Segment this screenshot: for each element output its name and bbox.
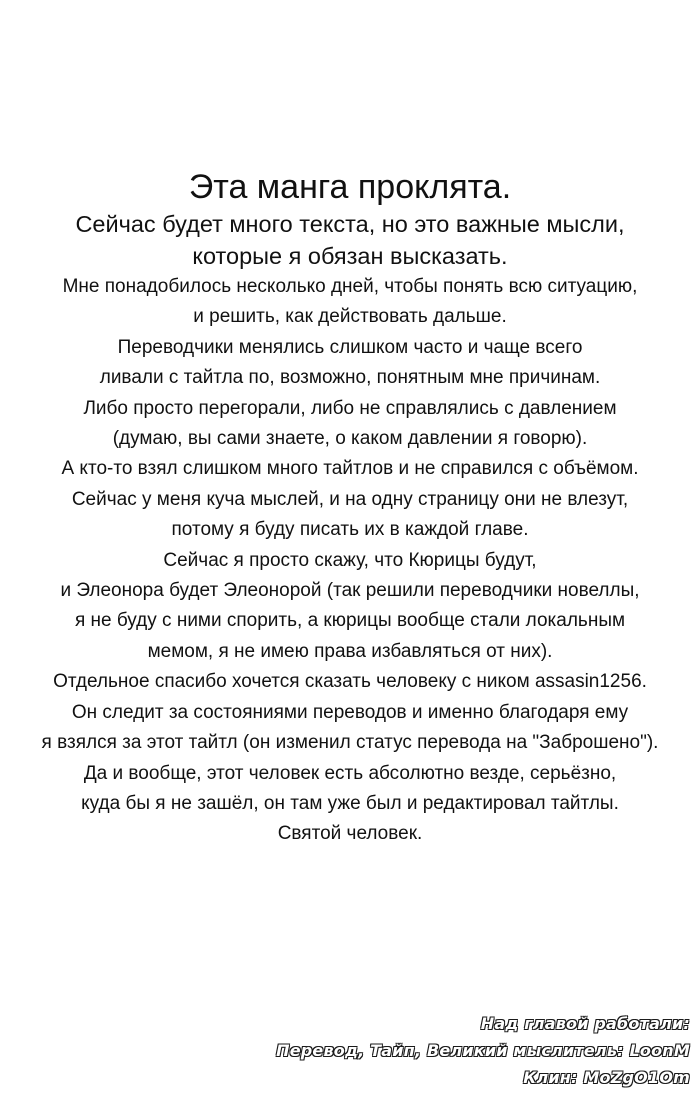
team-credits	[276, 1010, 690, 1091]
note-body-line: Переводчики менялись слишком часто и чаще всего	[117, 336, 583, 358]
note-body-line: куда бы я не зашёл, он там уже был и редактировал тайтлы.	[81, 792, 619, 814]
note-body-line: Да и вообще, этот человек есть абсолютно везде, серьёзно,	[83, 762, 617, 784]
note-body-line: я не буду с ними спорить, а кюрицы вообще стали локальным	[74, 610, 626, 632]
note-body-line: Он следит за состояниями переводов и именно благодаря ему	[71, 701, 629, 723]
note-body-line: А кто-то взял слишком много тайтлов и не справился с объёмом.	[61, 458, 639, 480]
note-body-line: (думаю, вы сами знаете, о каком давлении я говорю).	[112, 428, 588, 450]
note-body-line: Отдельное спасибо хочется сказать человеку с ником assasin1256.	[53, 671, 647, 693]
note-body-line: я взялся за этот тайтл (он изменил статус перевода на "Заброшено").	[41, 732, 659, 754]
note-body-line: Либо просто перегорали, либо не справлялись с давлением	[83, 397, 617, 419]
note-body-line: Сейчас я просто скажу, что Кюрицы будут,	[163, 549, 537, 571]
note-body-line: и решить, как действовать дальше.	[193, 306, 507, 328]
credits-translation: Перевод, Тайп, Великий мыслитель: LoonM	[276, 1041, 690, 1060]
credits-cleaning: Клин: MoZgO1Om	[523, 1068, 690, 1087]
note-body-line: ливали с тайтла по, возможно, понятным мне причинам.	[99, 367, 601, 389]
note-title: Эта манга проклята.	[188, 168, 512, 206]
note-subtitle-line: которые я обязан высказать.	[192, 243, 508, 269]
note-subtitle-line: Сейчас будет много текста, но это важные мысли,	[75, 211, 625, 237]
note-body-line: мемом, я не имею права избавляться от них).	[147, 640, 553, 662]
note-body-line: и Элеонора будет Элеонорой (так решили переводчики новеллы,	[60, 580, 640, 602]
credits-heading: Над главой работали:	[480, 1014, 690, 1033]
note-body-line: Мне понадобилось несколько дней, чтобы понять всю ситуацию,	[62, 276, 638, 297]
note-body-line: потому я буду писать их в каждой главе.	[171, 519, 529, 541]
note-body-line: Святой человек.	[277, 823, 423, 845]
translator-note	[20, 166, 680, 850]
note-body-line: Сейчас у меня куча мыслей, и на одну страницу они не влезут,	[71, 488, 629, 510]
